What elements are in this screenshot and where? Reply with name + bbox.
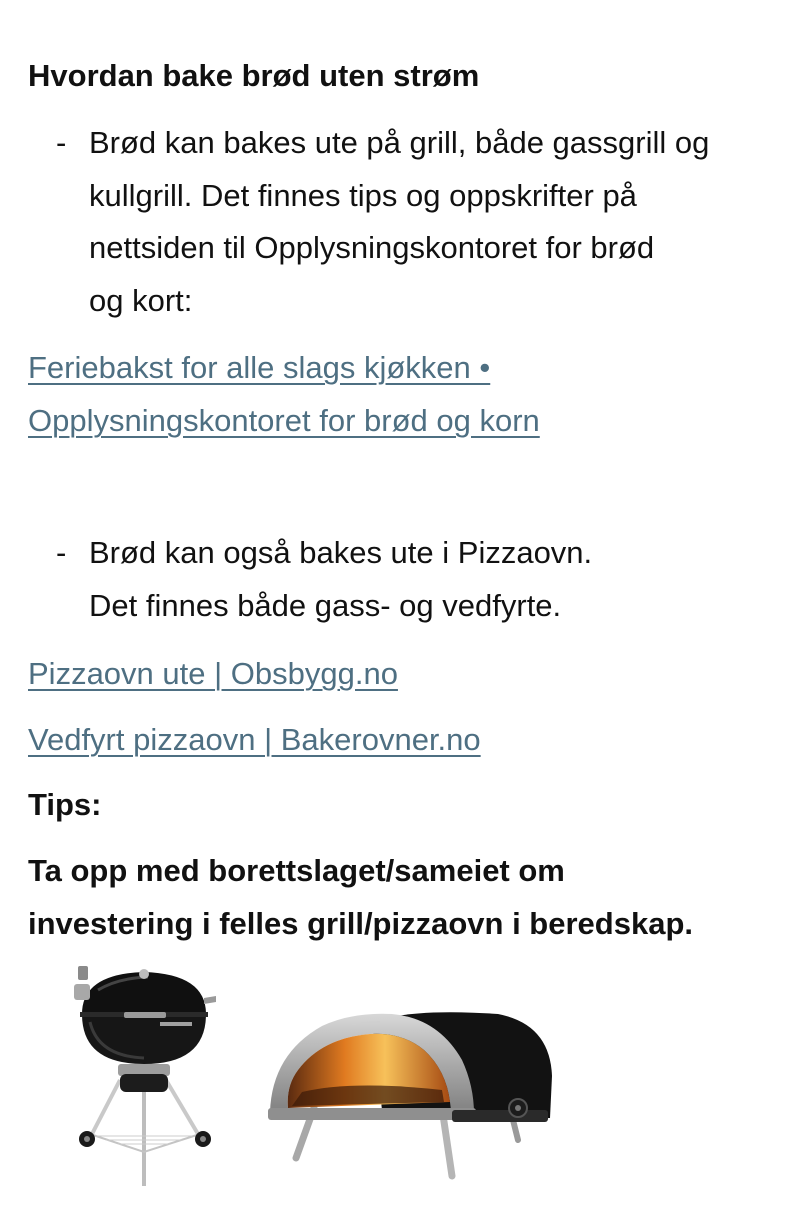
bullet-text <box>89 117 796 327</box>
bullet-line: Det finnes både gass- og vedfyrte. <box>89 587 562 623</box>
link-bakerovner[interactable]: Vedfyrt pizzaovn | Bakerovner.no <box>28 722 481 757</box>
tips-line: investering i felles grill/pizzaovn i beredskap. <box>28 906 693 941</box>
bullet-dash: - <box>56 535 67 570</box>
kettle-grill-image <box>68 962 218 1194</box>
page-title: Hvordan bake brød uten strøm <box>28 58 480 93</box>
bullet-dash: - <box>56 125 67 160</box>
bullet-text <box>89 527 796 632</box>
bullet-line: nettsiden til Opplysningskontoret for brød <box>89 230 655 265</box>
link-line: Opplysningskontoret for brød og korn <box>28 403 540 438</box>
link-line: Feriebakst for alle slags kjøkken • <box>28 350 491 385</box>
pizza-oven-icon <box>262 990 560 1185</box>
link-feriebakst[interactable] <box>28 341 540 447</box>
tips-text <box>28 844 693 950</box>
bullet-line: Brød kan også bakes ute i Pizzaovn. <box>89 535 593 570</box>
kettle-grill-icon <box>68 962 218 1194</box>
bullet-line: og kort: <box>89 282 193 318</box>
bullet-line: kullgrill. Det finnes tips og oppskrifter på <box>89 177 637 213</box>
tips-label: Tips: <box>28 787 102 822</box>
bullet-pizzaoven <box>56 527 796 632</box>
pizza-oven-image <box>262 990 560 1185</box>
bullet-grill <box>56 117 796 327</box>
link-obsbygg[interactable]: Pizzaovn ute | Obsbygg.no <box>28 656 398 691</box>
tips-line: Ta opp med borettslaget/sameiet om <box>28 853 565 888</box>
bullet-line: Brød kan bakes ute på grill, både gassgrill og <box>89 125 710 160</box>
